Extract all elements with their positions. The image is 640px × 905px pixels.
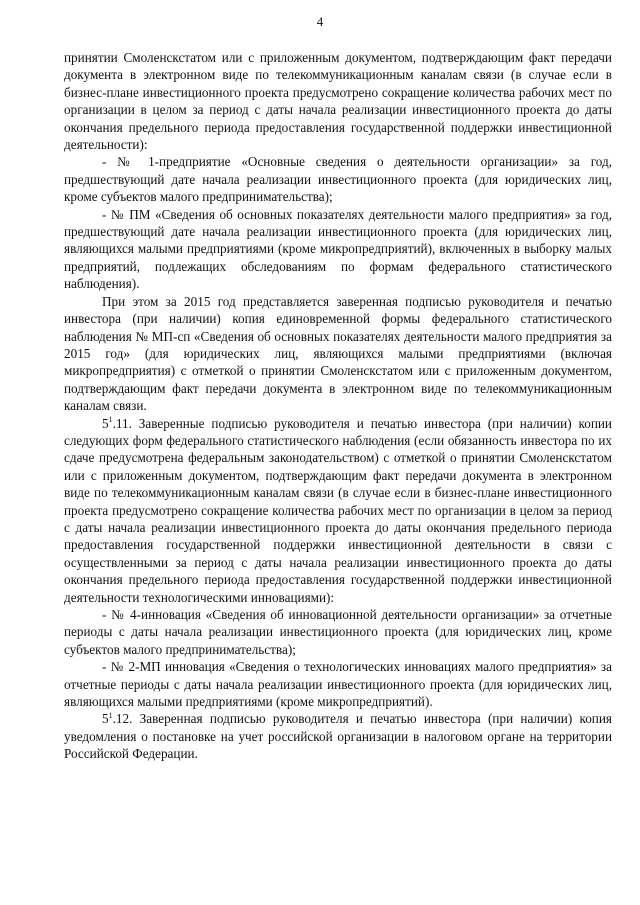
- clause-5-1-12: [64, 710, 612, 762]
- clause-text: Заверенная подписью руководителя и печатью инвестора (при наличии) копия уведомления о постановке на учет российской организации в налоговом органе на территории Российской Федерации.: [64, 711, 612, 762]
- document-body: [64, 49, 612, 763]
- page-number: 4: [316, 14, 324, 29]
- clause-number: $5^1.12$.: [102, 710, 133, 727]
- clause-5-1-11: [64, 415, 612, 606]
- list-item-form-2-mp-innovaciya: - № 2-МП инновация «Сведения о технологических инновациях малого предприятия» за отчетные периоды с даты начала реализации инвестиционного проекта (для юридических лиц, являющихся малыми предприятиями (кроме микропредприятий).: [64, 659, 612, 710]
- list-item-form-4-innovaciya: - № 4-инновация «Сведения об инновационной деятельности организации» за отчетные периоды с даты начала реализации инвестиционного проекта (для юридических лиц, кроме субъектов малого предпринимательства);: [64, 607, 612, 657]
- paragraph-continuation: принятии Смоленскстатом или с приложенным документом, подтверждающим факт передачи документа в электронном виде по телекоммуникационным каналам связи (в случае если в бизнес-плане инвестиционного проекта предусмотрено сокращение количества рабочих мест по организации в целом за период с даты начала реализации инвестиционного проекта до даты окончания предельного периода предоставления государственной поддержки инвестиционной деятельности):: [64, 50, 612, 153]
- clause-text: Заверенные подписью руководителя и печатью инвестора (при наличии) копии следующих форм федерального статистического наблюдения (если обязанность инвестора по их сдаче предусмотрена федеральным законодательством) с отметкой о принятии Смоленскстатом или с приложенным документом, подтверждающим факт передачи документа в электронном виде по телекоммуникационным каналам связи (в случае если в бизнес-плане инвестиционного проекта предусмотрено сокращение количества рабочих мест по организации в целом за период с даты начала реализации инвестиционного проекта до даты окончания предельного периода предоставления государственной поддержки инвестиционной деятельности в связи с осуществленными за период с даты начала реализации инвестиционного проекта до даты окончания предельного периода предоставления государственной поддержки инвестиционной деятельности технологическими инновациями):: [64, 415, 612, 605]
- paragraph-2015-note: При этом за 2015 год представляется заверенная подписью руководителя и печатью инвестора (при наличии) копия единовременной формы федерального статистического наблюдения № МП-сп «Сведения об основных показателях деятельности малого предприятия за 2015 год» (для юридических лиц, являющихся малыми предприятиями (включая микропредприятия) с отметкой о принятии Смоленскстатом или с приложенным документом, подтверждающим факт передачи документа в электронном виде по телекоммуникационным каналам связи.: [64, 293, 612, 414]
- clause-number: $5^1.11$.: [102, 414, 132, 431]
- list-item-form-pm: - № ПМ «Сведения об основных показателях деятельности малого предприятия» за год, предшествующий дате начала реализации инвестиционного проекта (для юридических лиц, являющихся малыми предприятиями (кроме микропредприятий), включенных в выборку малых предприятий, подлежащих обследованиям по формам федерального статистического наблюдения).: [64, 206, 612, 292]
- list-item-form-1-predpriyatie: - № 1-предприятие «Основные сведения о деятельности организации» за год, предшествующий дате начала реализации инвестиционного проекта (для юридических лиц, кроме субъектов малого предпринимательства);: [64, 154, 612, 205]
